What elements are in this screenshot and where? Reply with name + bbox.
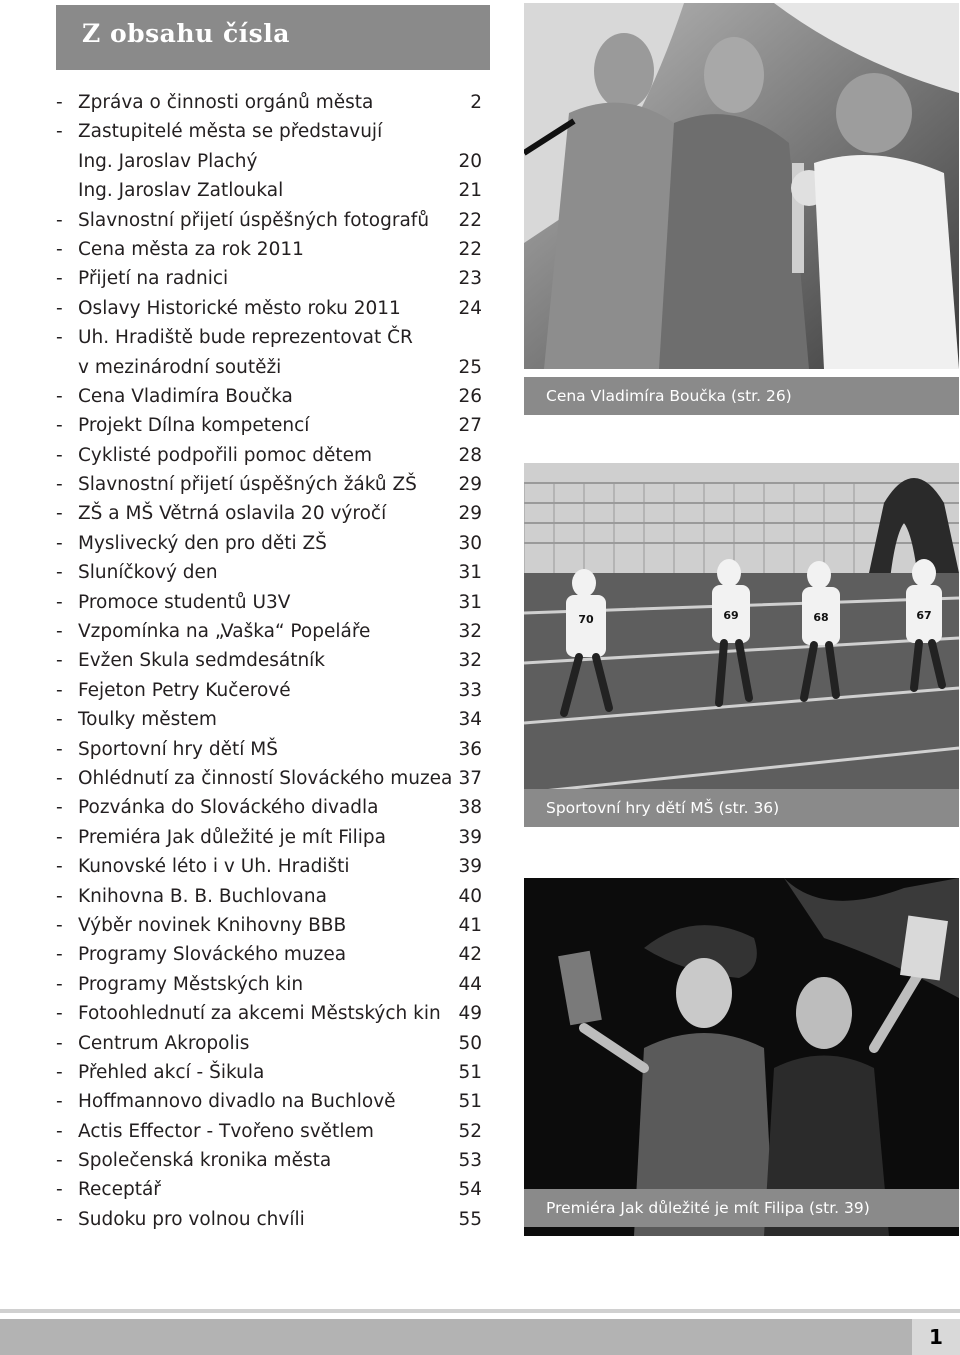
toc-dash: - [56, 856, 63, 878]
toc-page-number: 52 [458, 1120, 482, 1142]
photo-caption: Cena Vladimíra Boučka (str. 26) [524, 377, 959, 415]
toc-title: Slavnostní přijetí úspěšných žáků ZŠ [78, 474, 417, 496]
page-title: Z obsahu čísla [82, 19, 290, 48]
toc-item [56, 88, 490, 117]
toc-dash: - [56, 1150, 63, 1172]
toc-dash: - [56, 885, 63, 907]
photo-theatre-premiere [524, 878, 959, 1236]
toc-page-number: 37 [458, 767, 482, 789]
toc-title: Fotoohlednutí za akcemi Městských kin [78, 1003, 441, 1025]
toc-page-number: 25 [458, 356, 482, 378]
toc-page-number: 26 [458, 385, 482, 407]
toc-dash: - [56, 944, 63, 966]
toc-title: Centrum Akropolis [78, 1032, 250, 1054]
toc-page-number: 27 [458, 415, 482, 437]
toc-page-number: 38 [458, 797, 482, 819]
toc-title: Ohlédnutí za činností Slováckého muzea [78, 767, 453, 789]
toc-title: Ing. Jaroslav Zatloukal [78, 180, 284, 202]
toc-page-number: 53 [458, 1150, 482, 1172]
toc-dash: - [56, 238, 63, 260]
toc-title: Cena města za rok 2011 [78, 238, 304, 260]
toc-item [56, 1205, 490, 1234]
toc-title: Ing. Jaroslav Plachý [78, 150, 258, 172]
toc-dash: - [56, 121, 63, 143]
toc-item [56, 117, 490, 146]
toc-item [56, 294, 490, 323]
bib-number: 69 [723, 609, 739, 622]
toc-item [56, 147, 490, 176]
photo-children-race [524, 463, 959, 818]
toc-dash: - [56, 797, 63, 819]
toc-page-number: 31 [458, 591, 482, 613]
toc-title: Sportovní hry dětí MŠ [78, 738, 278, 760]
toc-dash: - [56, 1091, 63, 1113]
toc-title: Myslivecký den pro děti ZŠ [78, 532, 327, 554]
toc-dash: - [56, 562, 63, 584]
toc-item [56, 353, 490, 382]
toc-title: Oslavy Historické město roku 2011 [78, 297, 401, 319]
toc-item [56, 1058, 490, 1087]
toc-dash: - [56, 591, 63, 613]
toc-page-number: 29 [458, 474, 482, 496]
toc-item [56, 999, 490, 1028]
toc-dash: - [56, 444, 63, 466]
toc-item [56, 705, 490, 734]
toc-item [56, 176, 490, 205]
toc-item [56, 529, 490, 558]
toc-dash: - [56, 1208, 63, 1230]
toc-item [56, 676, 490, 705]
toc-title: Promoce studentů U3V [78, 591, 291, 613]
toc-title: ZŠ a MŠ Větrná oslavila 20 výročí [78, 503, 387, 525]
photo-caption: Sportovní hry dětí MŠ (str. 36) [524, 789, 959, 827]
toc-title: Vzpomínka na „Vaška“ Popeláře [78, 621, 371, 643]
toc-page-number: 41 [458, 914, 482, 936]
toc-dash: - [56, 1120, 63, 1142]
bib-number: 70 [578, 613, 594, 626]
toc-item [56, 441, 490, 470]
toc-page-number: 39 [458, 856, 482, 878]
toc-item [56, 940, 490, 969]
toc-item [56, 970, 490, 999]
toc-title: Cyklisté podpořili pomoc dětem [78, 444, 373, 466]
toc-dash: - [56, 268, 63, 290]
footer-rule [0, 1309, 960, 1313]
toc-title: Sudoku pro volnou chvíli [78, 1208, 305, 1230]
toc-dash: - [56, 209, 63, 231]
toc-page-number: 30 [458, 532, 482, 554]
toc-item [56, 911, 490, 940]
toc-title: Evžen Skula sedmdesátník [78, 650, 326, 672]
toc-dash: - [56, 914, 63, 936]
toc-item [56, 823, 490, 852]
toc-item [56, 617, 490, 646]
toc-item [56, 764, 490, 793]
toc-dash: - [56, 297, 63, 319]
toc-page-number: 20 [458, 150, 482, 172]
toc-dash: - [56, 1003, 63, 1025]
toc-title: Toulky městem [78, 709, 217, 731]
photo-caption: Premiéra Jak důležité je mít Filipa (str. 39) [524, 1189, 959, 1227]
bib-number: 68 [813, 611, 829, 624]
toc-title: Hoffmannovo divadlo na Buchlově [78, 1091, 396, 1113]
toc-item [56, 882, 490, 911]
toc-page-number: 51 [458, 1061, 482, 1083]
toc-dash: - [56, 1032, 63, 1054]
page-number: 1 [912, 1319, 960, 1355]
toc-item [56, 499, 490, 528]
toc-dash: - [56, 621, 63, 643]
toc-item [56, 558, 490, 587]
toc-title: Pozvánka do Slováckého divadla [78, 797, 379, 819]
toc-item [56, 646, 490, 675]
toc-item [56, 323, 490, 352]
toc-page-number: 24 [458, 297, 482, 319]
toc-dash: - [56, 738, 63, 760]
toc-page-number: 40 [458, 885, 482, 907]
toc-dash: - [56, 92, 63, 113]
footer-bar [0, 1319, 912, 1355]
toc-page-number: 39 [458, 826, 482, 848]
table-of-contents [56, 88, 490, 1234]
section-header [56, 5, 490, 70]
toc-item [56, 588, 490, 617]
toc-title: Zpráva o činnosti orgánů města [78, 92, 374, 113]
toc-item [56, 1146, 490, 1175]
toc-dash: - [56, 709, 63, 731]
toc-page-number: 31 [458, 562, 482, 584]
toc-dash: - [56, 503, 63, 525]
toc-dash: - [56, 679, 63, 701]
toc-item [56, 235, 490, 264]
toc-title: Uh. Hradiště bude reprezentovat ČR [78, 327, 413, 349]
toc-title: Slavnostní přijetí úspěšných fotografů [78, 209, 430, 231]
toc-title: Cena Vladimíra Boučka [78, 385, 293, 407]
toc-dash: - [56, 474, 63, 496]
bib-number: 67 [916, 609, 932, 622]
toc-dash: - [56, 532, 63, 554]
toc-page-number: 44 [458, 973, 482, 995]
toc-item [56, 470, 490, 499]
toc-page-number: 29 [458, 503, 482, 525]
toc-dash: - [56, 415, 63, 437]
toc-page-number: 23 [458, 268, 482, 290]
toc-title: Zastupitelé města se představují [78, 121, 383, 143]
toc-page-number: 55 [458, 1208, 482, 1230]
toc-title: Programy Slováckého muzea [78, 944, 347, 966]
toc-page-number: 36 [458, 738, 482, 760]
toc-page-number: 2 [470, 92, 482, 113]
toc-dash: - [56, 650, 63, 672]
toc-item [56, 411, 490, 440]
toc-page-number: 51 [458, 1091, 482, 1113]
toc-page-number: 49 [458, 1003, 482, 1025]
toc-title: v mezinárodní soutěži [78, 356, 282, 378]
toc-page-number: 54 [458, 1179, 482, 1201]
toc-title: Actis Effector - Tvořeno světlem [78, 1120, 374, 1142]
toc-item [56, 1087, 490, 1116]
toc-title: Receptář [78, 1179, 161, 1201]
toc-item [56, 206, 490, 235]
toc-title: Přijetí na radnici [78, 268, 229, 290]
toc-title: Výběr novinek Knihovny BBB [78, 914, 347, 936]
toc-title: Projekt Dílna kompetencí [78, 415, 310, 437]
toc-dash: - [56, 327, 63, 349]
toc-item [56, 1029, 490, 1058]
toc-title: Fejeton Petry Kučerové [78, 679, 291, 701]
toc-item [56, 852, 490, 881]
toc-title: Premiéra Jak důležité je mít Filipa [78, 826, 387, 848]
toc-dash: - [56, 385, 63, 407]
toc-item [56, 1175, 490, 1204]
toc-page-number: 22 [458, 238, 482, 260]
toc-title: Programy Městských kin [78, 973, 304, 995]
toc-page-number: 22 [458, 209, 482, 231]
toc-item [56, 264, 490, 293]
page-footer [0, 1309, 960, 1355]
toc-page-number: 34 [458, 709, 482, 731]
toc-page-number: 28 [458, 444, 482, 466]
toc-title: Kunovské léto i v Uh. Hradišti [78, 856, 350, 878]
toc-title: Sluníčkový den [78, 562, 218, 584]
toc-title: Společenská kronika města [78, 1150, 332, 1172]
toc-dash: - [56, 1061, 63, 1083]
toc-dash: - [56, 1179, 63, 1201]
toc-dash: - [56, 973, 63, 995]
toc-page-number: 50 [458, 1032, 482, 1054]
toc-item [56, 735, 490, 764]
toc-item [56, 793, 490, 822]
toc-page-number: 21 [458, 180, 482, 202]
toc-item [56, 382, 490, 411]
toc-page-number: 32 [458, 650, 482, 672]
toc-dash: - [56, 826, 63, 848]
toc-page-number: 33 [458, 679, 482, 701]
toc-item [56, 1117, 490, 1146]
toc-page-number: 32 [458, 621, 482, 643]
toc-page-number: 42 [458, 944, 482, 966]
toc-dash: - [56, 767, 63, 789]
toc-title: Přehled akcí - Šikula [78, 1061, 265, 1083]
photo-award-ceremony [524, 3, 959, 369]
toc-title: Knihovna B. B. Buchlovana [78, 885, 327, 907]
